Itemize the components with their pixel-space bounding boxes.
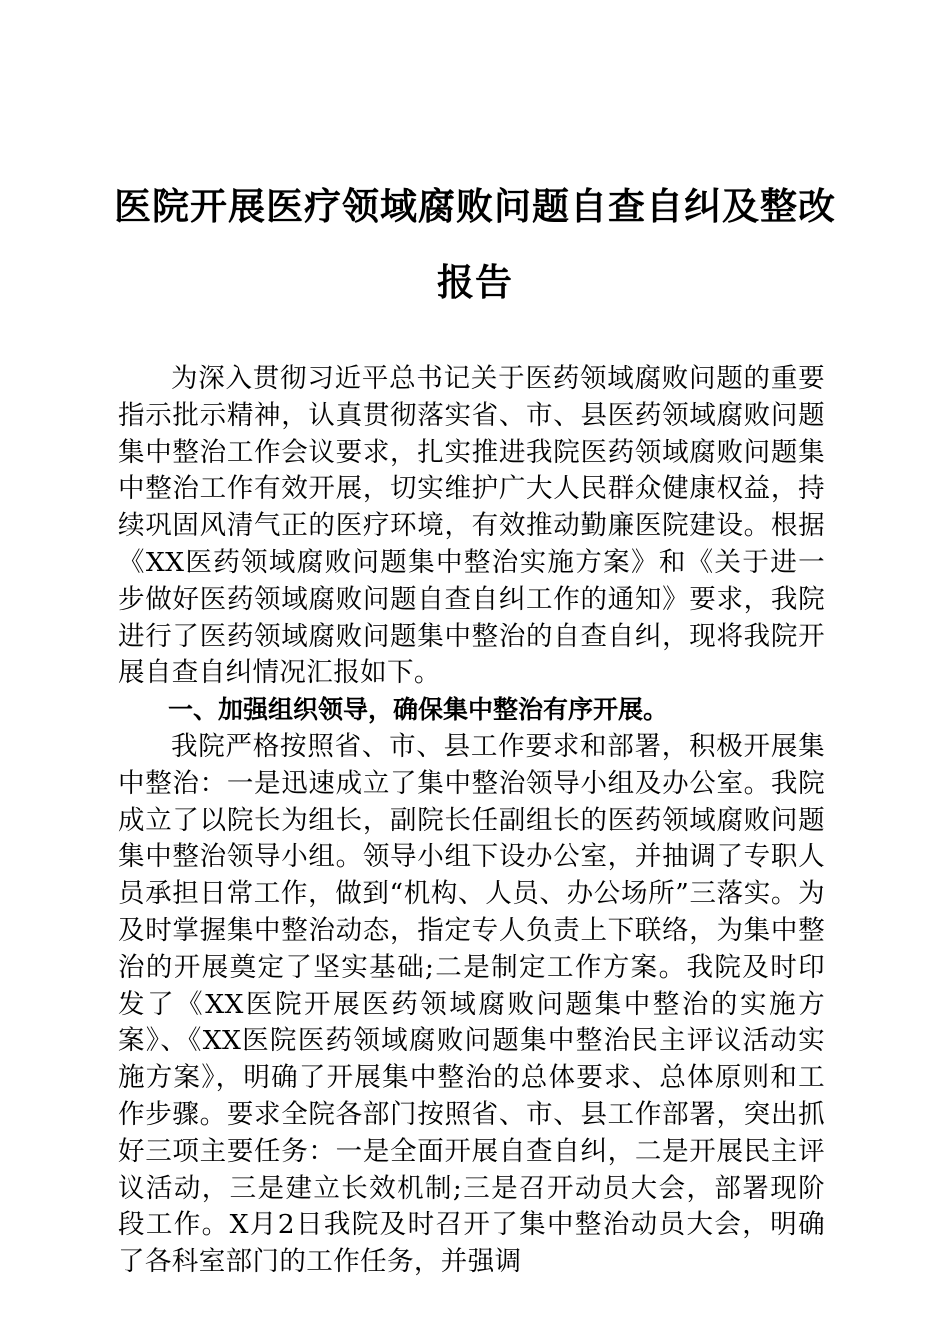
- section-heading-1: 一、加强组织领导，确保集中整治有序开展。: [168, 695, 669, 725]
- section-1-paragraph: 我院严格按照省、市、县工作要求和部署，积极开展集中整治：一是迅速成立了集中整治领导小组及办公室。我院成立了以院长为组长，副院长任副组长的医药领域腐败问题集中整治领导小组。领导小组下设办公室，并抽调了专职人员承担日常工作，做到“机构、人员、办公场所”三落实。为及时掌握集中整治动态，指定专人负责上下联络，为集中整治的开展奠定了坚实基础;二是制定工作方案。我院及时印发了《XX医院开展医药领域腐败问题集中整治的实施方案》、《XX医院医药领域腐败问题集中整治民主评议活动实施方案》，明确了开展集中整治的总体要求、总体原则和工作步骤。要求全院各部门按照省、市、县工作部署，突出抓好三项主要任务：一是全面开展自查自纠，二是开展民主评议活动，三是建立长效机制;三是召开动员大会，部署现阶段工作。X月2日我院及时召开了集中整治动员大会，明确了各科室部门的工作任务，并强调: [118, 730, 825, 1278]
- document-body: [118, 361, 825, 1281]
- document-title: 医院开展医疗领域腐败问题自查自纠及整改报告: [114, 184, 836, 304]
- intro-paragraph: 为深入贯彻习近平总书记关于医药领域腐败问题的重要指示批示精神，认真贯彻落实省、市、县医药领域腐败问题集中整治工作会议要求，扎实推进我院医药领域腐败问题集中整治工作有效开展，切实维护广大人民群众健康权益，持续巩固风清气正的医疗环境，有效推动勤廉医院建设。根据《XX医药领域腐败问题集中整治实施方案》和《关于进一步做好医药领域腐败问题自查自纠工作的通知》要求，我院进行了医药领域腐败问题集中整治的自查自纠，现将我院开展自查自纠情况汇报如下。: [118, 363, 825, 689]
